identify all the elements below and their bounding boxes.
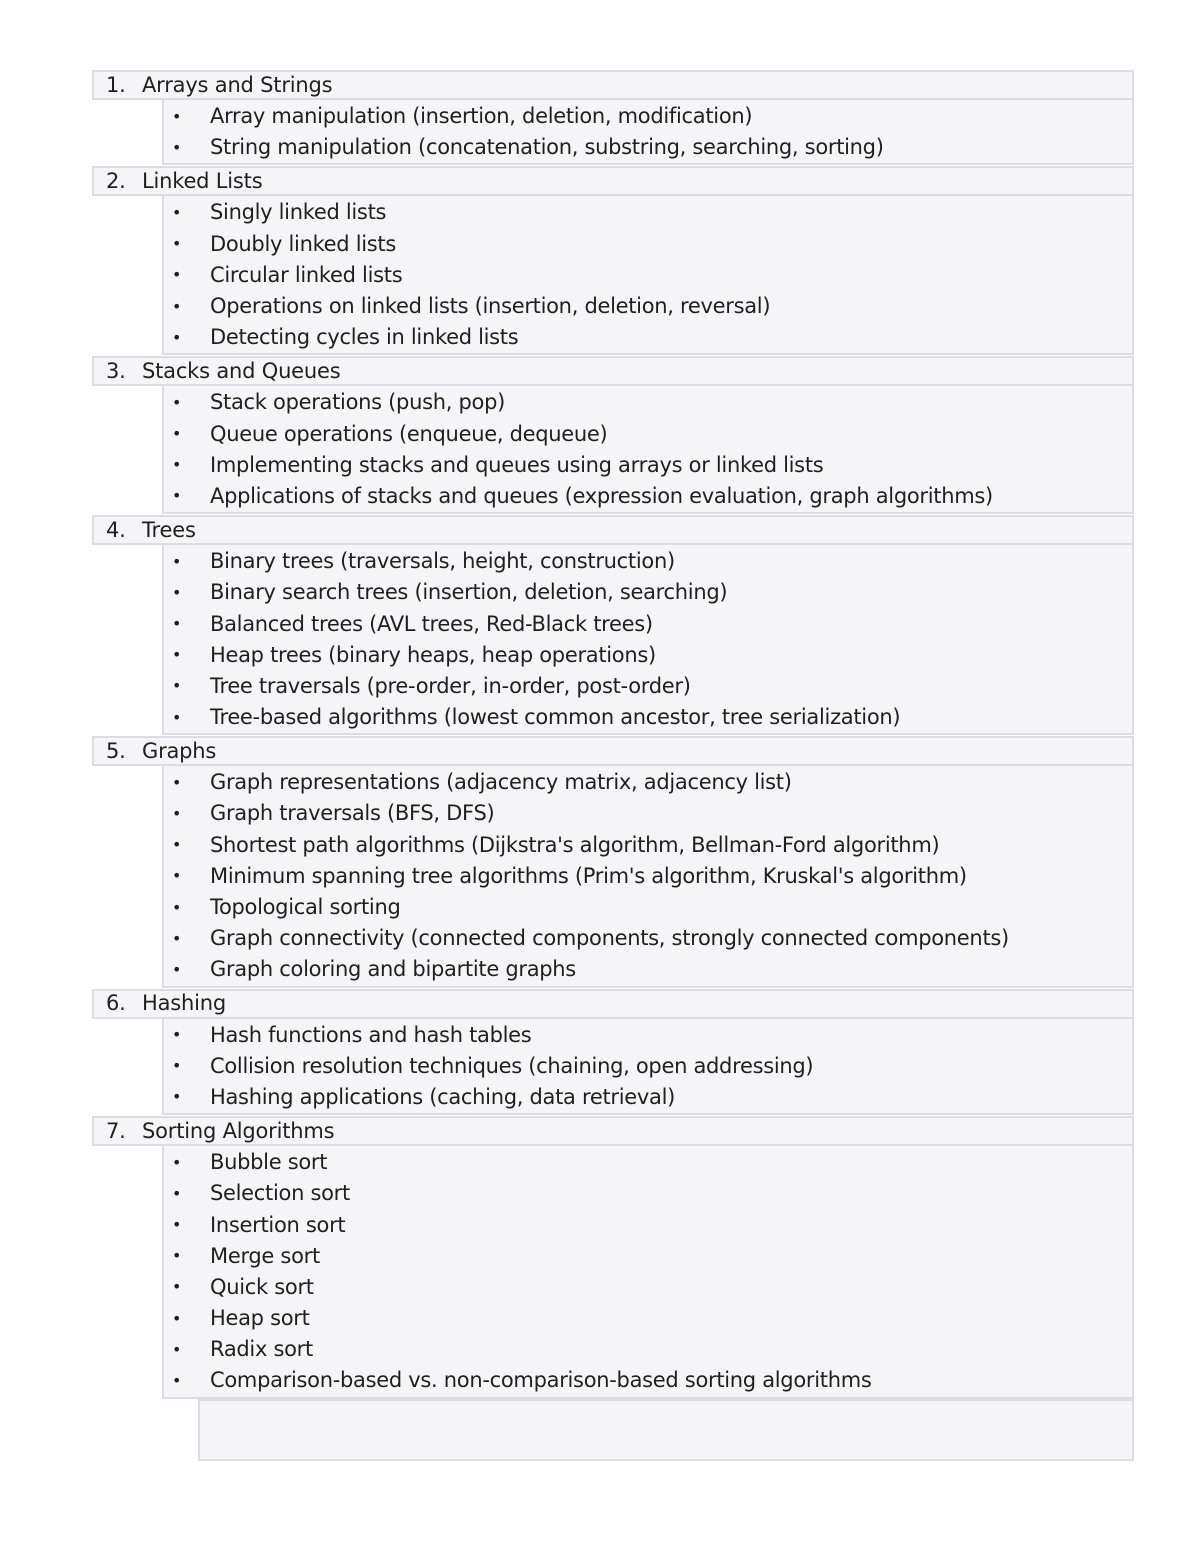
list-item-text: Bubble sort [210, 1150, 328, 1175]
section-title: Linked Lists [142, 168, 263, 193]
section-number: 3. [106, 358, 126, 383]
bullet-list [162, 1019, 1134, 1116]
list-item-text: Topological sorting [210, 895, 401, 920]
section-heading[interactable] [92, 515, 1134, 545]
bullet-icon: • [172, 1056, 182, 1076]
section-title: Arrays and Strings [142, 72, 333, 97]
bullet-icon: • [172, 1246, 182, 1266]
empty-paragraph-box[interactable] [198, 1399, 1134, 1461]
list-item-text: Graph connectivity (connected components, strongly connected components) [210, 926, 1009, 951]
list-item[interactable] [164, 1209, 1132, 1240]
list-item-text: Implementing stacks and queues using arrays or linked lists [210, 452, 824, 477]
list-item[interactable] [164, 1334, 1132, 1365]
bullet-icon: • [172, 202, 182, 222]
list-item[interactable] [164, 1082, 1132, 1113]
list-item[interactable] [164, 892, 1132, 923]
list-item-text: Graph coloring and bipartite graphs [210, 957, 576, 982]
section-number: 7. [106, 1118, 126, 1143]
bullet-icon: • [172, 1277, 182, 1297]
list-item-text: Shortest path algorithms (Dijkstra's algorithm, Bellman-Ford algorithm) [210, 832, 940, 857]
list-item[interactable] [164, 132, 1132, 163]
bullet-icon: • [172, 455, 182, 475]
bullet-icon: • [172, 392, 182, 412]
list-item[interactable] [164, 387, 1132, 418]
section-number: 2. [106, 168, 126, 193]
section-heading[interactable] [92, 736, 1134, 766]
list-item-text: Stack operations (push, pop) [210, 390, 505, 415]
bullet-icon: • [172, 582, 182, 602]
section-number: 1. [106, 72, 126, 97]
bullet-icon: • [172, 296, 182, 316]
list-item[interactable] [164, 197, 1132, 228]
list-item-text: Graph traversals (BFS, DFS) [210, 801, 495, 826]
list-item[interactable] [164, 954, 1132, 985]
list-item-text: Merge sort [210, 1243, 320, 1268]
list-item-text: Applications of stacks and queues (expression evaluation, graph algorithms) [210, 483, 993, 508]
list-item-text: String manipulation (concatenation, substring, searching, sorting) [210, 135, 884, 160]
bullet-list [162, 545, 1134, 735]
bullet-icon: • [172, 866, 182, 886]
list-item[interactable] [164, 450, 1132, 481]
list-item-text: Circular linked lists [210, 262, 403, 287]
list-item-text: Detecting cycles in linked lists [210, 325, 519, 350]
list-item-text: Radix sort [210, 1337, 313, 1362]
list-item[interactable] [164, 1178, 1132, 1209]
list-item[interactable] [164, 608, 1132, 639]
outline-document [92, 70, 1134, 1461]
bullet-icon: • [172, 1308, 182, 1328]
bullet-list [162, 1146, 1134, 1399]
list-item[interactable] [164, 640, 1132, 671]
list-item-text: Collision resolution techniques (chaining, open addressing) [210, 1053, 814, 1078]
bullet-icon: • [172, 1025, 182, 1045]
list-item[interactable] [164, 923, 1132, 954]
section-title: Hashing [142, 991, 226, 1015]
bullet-icon: • [172, 645, 182, 665]
list-item[interactable] [164, 1303, 1132, 1334]
list-item[interactable] [164, 861, 1132, 892]
list-item[interactable] [164, 291, 1132, 322]
list-item-text: Binary trees (traversals, height, construction) [210, 549, 675, 574]
list-item-text: Balanced trees (AVL trees, Red-Black trees) [210, 611, 653, 636]
bullet-icon: • [172, 106, 182, 126]
bullet-icon: • [172, 234, 182, 254]
list-item-text: Heap sort [210, 1306, 310, 1331]
list-item[interactable] [164, 101, 1132, 132]
list-item-text: Insertion sort [210, 1212, 346, 1237]
bullet-icon: • [172, 676, 182, 696]
list-item[interactable] [164, 1051, 1132, 1082]
bullet-icon: • [172, 137, 182, 157]
list-item-text: Heap trees (binary heaps, heap operations) [210, 642, 656, 667]
bullet-icon: • [172, 327, 182, 347]
list-item[interactable] [164, 1365, 1132, 1396]
section-heading[interactable] [92, 166, 1134, 196]
section-heading[interactable] [92, 70, 1134, 100]
list-item-text: Queue operations (enqueue, dequeue) [210, 421, 608, 446]
list-item-text: Array manipulation (insertion, deletion, modification) [210, 104, 753, 129]
bullet-list [162, 386, 1134, 514]
section-heading[interactable] [92, 1116, 1134, 1146]
section-heading[interactable] [92, 989, 1134, 1019]
bullet-icon: • [172, 928, 182, 948]
list-item-text: Operations on linked lists (insertion, deletion, reversal) [210, 294, 771, 319]
section-title: Sorting Algorithms [142, 1118, 335, 1143]
list-item[interactable] [164, 702, 1132, 733]
list-item[interactable] [164, 1020, 1132, 1051]
section-title: Graphs [142, 738, 217, 763]
section-title: Stacks and Queues [142, 358, 341, 383]
bullet-icon: • [172, 1087, 182, 1107]
section-number: 6. [106, 991, 126, 1015]
list-item[interactable] [164, 481, 1132, 512]
list-item-text: Hashing applications (caching, data retrieval) [210, 1084, 676, 1109]
list-item-text: Tree traversals (pre-order, in-order, post-order) [210, 673, 691, 698]
bullet-icon: • [172, 551, 182, 571]
list-item[interactable] [164, 229, 1132, 260]
list-item[interactable] [164, 322, 1132, 353]
bullet-icon: • [172, 1215, 182, 1235]
section-heading[interactable] [92, 356, 1134, 386]
list-item-text: Hash functions and hash tables [210, 1022, 532, 1047]
bullet-icon: • [172, 707, 182, 727]
bullet-icon: • [172, 265, 182, 285]
bullet-icon: • [172, 486, 182, 506]
list-item[interactable] [164, 577, 1132, 608]
bullet-icon: • [172, 897, 182, 917]
section-number: 4. [106, 517, 126, 542]
bullet-icon: • [172, 424, 182, 444]
list-item-text: Singly linked lists [210, 200, 387, 225]
section-title: Trees [142, 517, 196, 542]
bullet-icon: • [172, 835, 182, 855]
bullet-icon: • [172, 803, 182, 823]
list-item[interactable] [164, 798, 1132, 829]
bullet-icon: • [172, 1339, 182, 1359]
bullet-icon: • [172, 1152, 182, 1172]
list-item-text: Comparison-based vs. non-comparison-based sorting algorithms [210, 1368, 872, 1393]
section-number: 5. [106, 738, 126, 763]
bullet-list [162, 766, 1134, 987]
bullet-list [162, 100, 1134, 165]
list-item-text: Binary search trees (insertion, deletion, searching) [210, 580, 728, 605]
bullet-icon: • [172, 772, 182, 792]
bullet-icon: • [172, 614, 182, 634]
list-item[interactable] [164, 1272, 1132, 1303]
bullet-icon: • [172, 1183, 182, 1203]
bullet-icon: • [172, 1370, 182, 1390]
bullet-list [162, 196, 1134, 355]
list-item-text: Selection sort [210, 1181, 350, 1206]
list-item[interactable] [164, 1241, 1132, 1272]
bullet-icon: • [172, 959, 182, 979]
list-item[interactable] [164, 419, 1132, 450]
list-item[interactable] [164, 1147, 1132, 1178]
list-item[interactable] [164, 767, 1132, 798]
list-item[interactable] [164, 671, 1132, 702]
list-item-text: Quick sort [210, 1274, 314, 1299]
list-item-text: Tree-based algorithms (lowest common ancestor, tree serialization) [210, 705, 901, 730]
list-item[interactable] [164, 260, 1132, 291]
list-item-text: Graph representations (adjacency matrix, adjacency list) [210, 770, 792, 795]
list-item-text: Doubly linked lists [210, 231, 396, 256]
list-item-text: Minimum spanning tree algorithms (Prim's algorithm, Kruskal's algorithm) [210, 863, 967, 888]
list-item[interactable] [164, 546, 1132, 577]
list-item[interactable] [164, 830, 1132, 861]
